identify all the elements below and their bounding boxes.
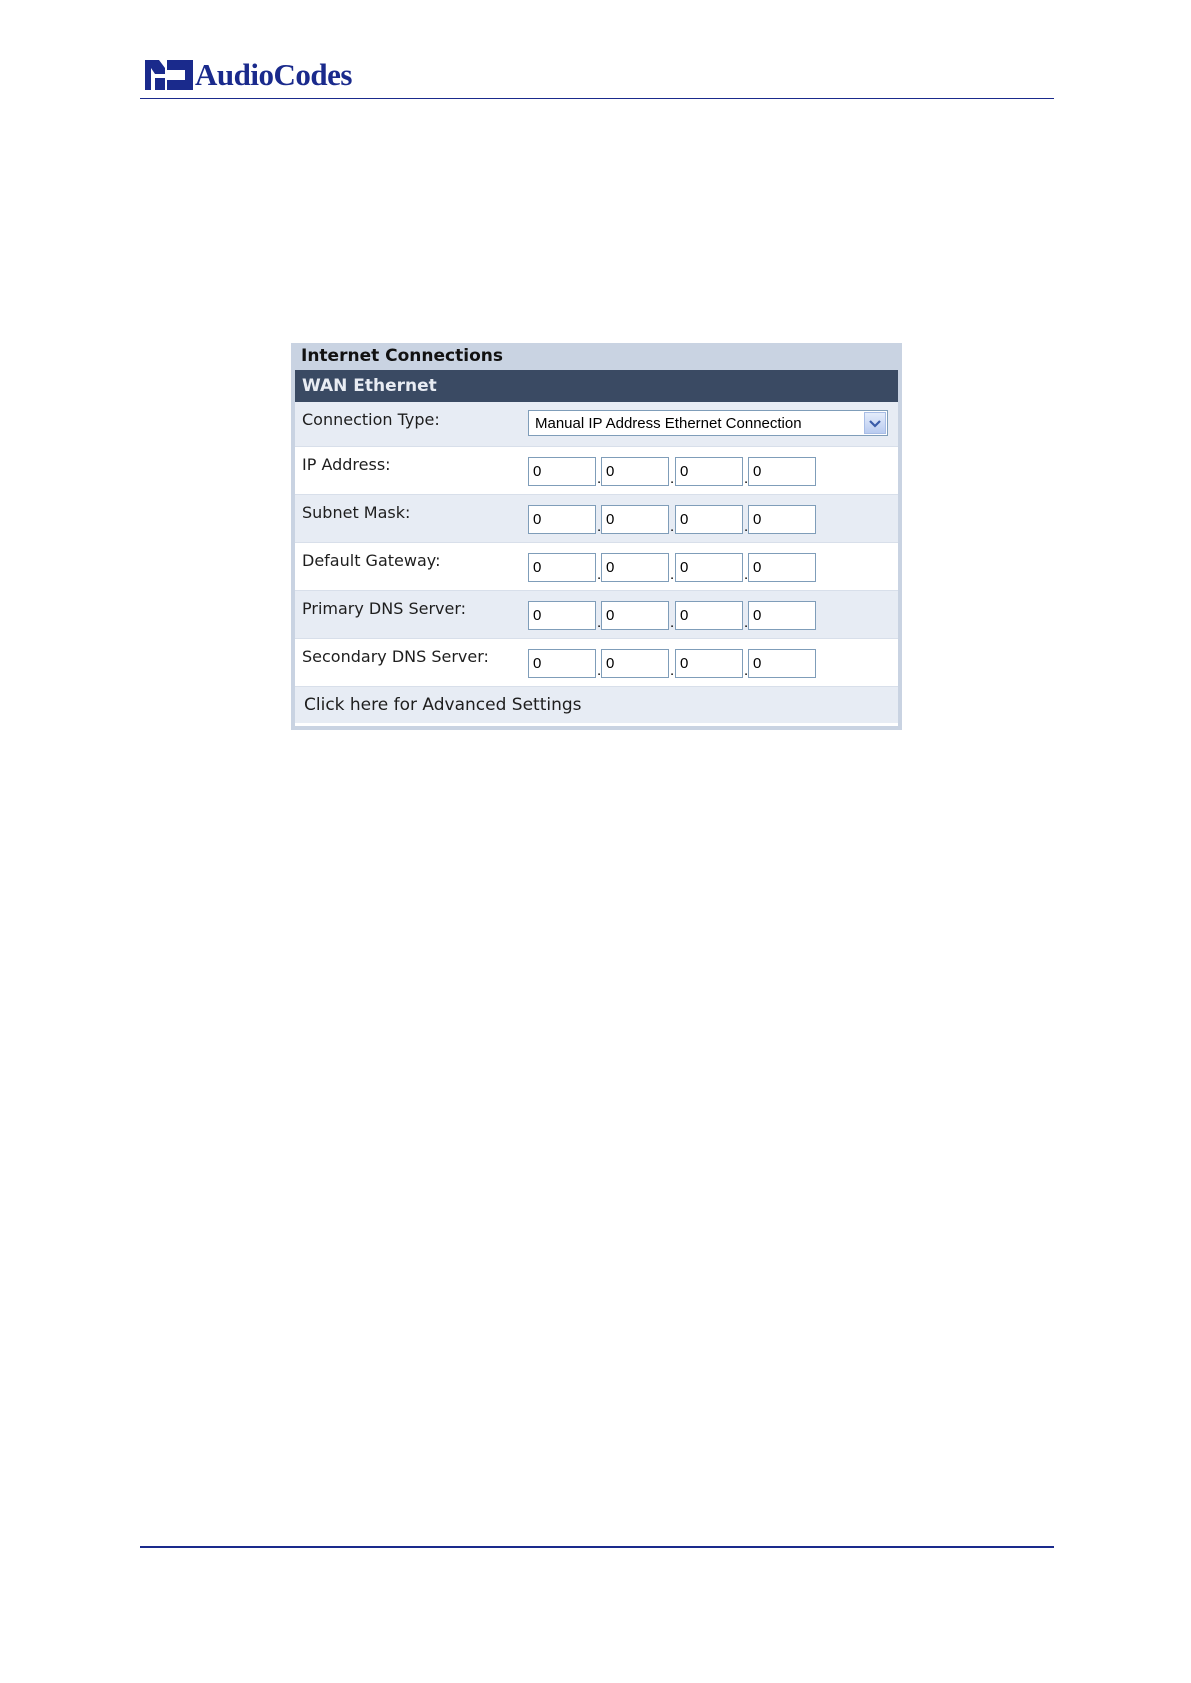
octet-separator: . xyxy=(744,614,749,631)
chevron-down-icon[interactable] xyxy=(864,412,886,434)
default-gateway-octet-4[interactable]: 0 xyxy=(748,553,816,582)
ip-address-octet-1[interactable]: 0 xyxy=(528,457,596,486)
connection-type-row xyxy=(295,402,898,447)
section-header: WAN Ethernet xyxy=(295,370,898,402)
default-gateway-octet-2[interactable]: 0 xyxy=(601,553,669,582)
octet-separator: . xyxy=(597,566,602,583)
panel-title: Internet Connections xyxy=(301,346,503,366)
internet-connections-panel xyxy=(291,343,902,730)
advanced-settings-row xyxy=(295,687,898,723)
secondary-dns-octet-1[interactable]: 0 xyxy=(528,649,596,678)
octet-separator: . xyxy=(744,662,749,679)
octet-separator: . xyxy=(597,470,602,487)
brand-logo xyxy=(145,55,352,95)
subnet-mask-octet-3[interactable]: 0 xyxy=(675,505,743,534)
primary-dns-label: Primary DNS Server: xyxy=(302,599,467,618)
octet-separator: . xyxy=(670,566,675,583)
secondary-dns-octet-3[interactable]: 0 xyxy=(675,649,743,678)
primary-dns-octet-1[interactable]: 0 xyxy=(528,601,596,630)
secondary-dns-row xyxy=(295,639,898,687)
ip-address-label: IP Address: xyxy=(302,455,391,474)
default-gateway-octet-3[interactable]: 0 xyxy=(675,553,743,582)
secondary-dns-label: Secondary DNS Server: xyxy=(302,647,489,666)
subnet-mask-row xyxy=(295,495,898,543)
octet-separator: . xyxy=(744,470,749,487)
header-rule xyxy=(140,98,1054,99)
advanced-settings-link[interactable]: Click here for Advanced Settings xyxy=(304,695,582,715)
ip-address-octet-4[interactable]: 0 xyxy=(748,457,816,486)
octet-separator: . xyxy=(670,470,675,487)
connection-type-label: Connection Type: xyxy=(302,410,440,429)
ip-address-octet-3[interactable]: 0 xyxy=(675,457,743,486)
octet-separator: . xyxy=(597,614,602,631)
subnet-mask-octet-4[interactable]: 0 xyxy=(748,505,816,534)
octet-separator: . xyxy=(744,518,749,535)
octet-separator: . xyxy=(670,518,675,535)
subnet-mask-octet-1[interactable]: 0 xyxy=(528,505,596,534)
octet-separator: . xyxy=(597,518,602,535)
connection-type-value: Manual IP Address Ethernet Connection xyxy=(535,415,802,432)
audiocodes-logo-icon xyxy=(145,56,193,94)
panel-body xyxy=(295,370,898,726)
brand-name: AudioCodes xyxy=(195,57,352,92)
ip-address-row xyxy=(295,447,898,495)
default-gateway-octet-1[interactable]: 0 xyxy=(528,553,596,582)
subnet-mask-octet-2[interactable]: 0 xyxy=(601,505,669,534)
primary-dns-octet-2[interactable]: 0 xyxy=(601,601,669,630)
default-gateway-row xyxy=(295,543,898,591)
primary-dns-octet-4[interactable]: 0 xyxy=(748,601,816,630)
octet-separator: . xyxy=(670,614,675,631)
footer-rule xyxy=(140,1546,1054,1548)
octet-separator: . xyxy=(670,662,675,679)
connection-type-select[interactable] xyxy=(528,410,888,436)
octet-separator: . xyxy=(744,566,749,583)
ip-address-octet-2[interactable]: 0 xyxy=(601,457,669,486)
default-gateway-label: Default Gateway: xyxy=(302,551,441,570)
secondary-dns-octet-2[interactable]: 0 xyxy=(601,649,669,678)
subnet-mask-label: Subnet Mask: xyxy=(302,503,411,522)
primary-dns-octet-3[interactable]: 0 xyxy=(675,601,743,630)
octet-separator: . xyxy=(597,662,602,679)
secondary-dns-octet-4[interactable]: 0 xyxy=(748,649,816,678)
primary-dns-row xyxy=(295,591,898,639)
